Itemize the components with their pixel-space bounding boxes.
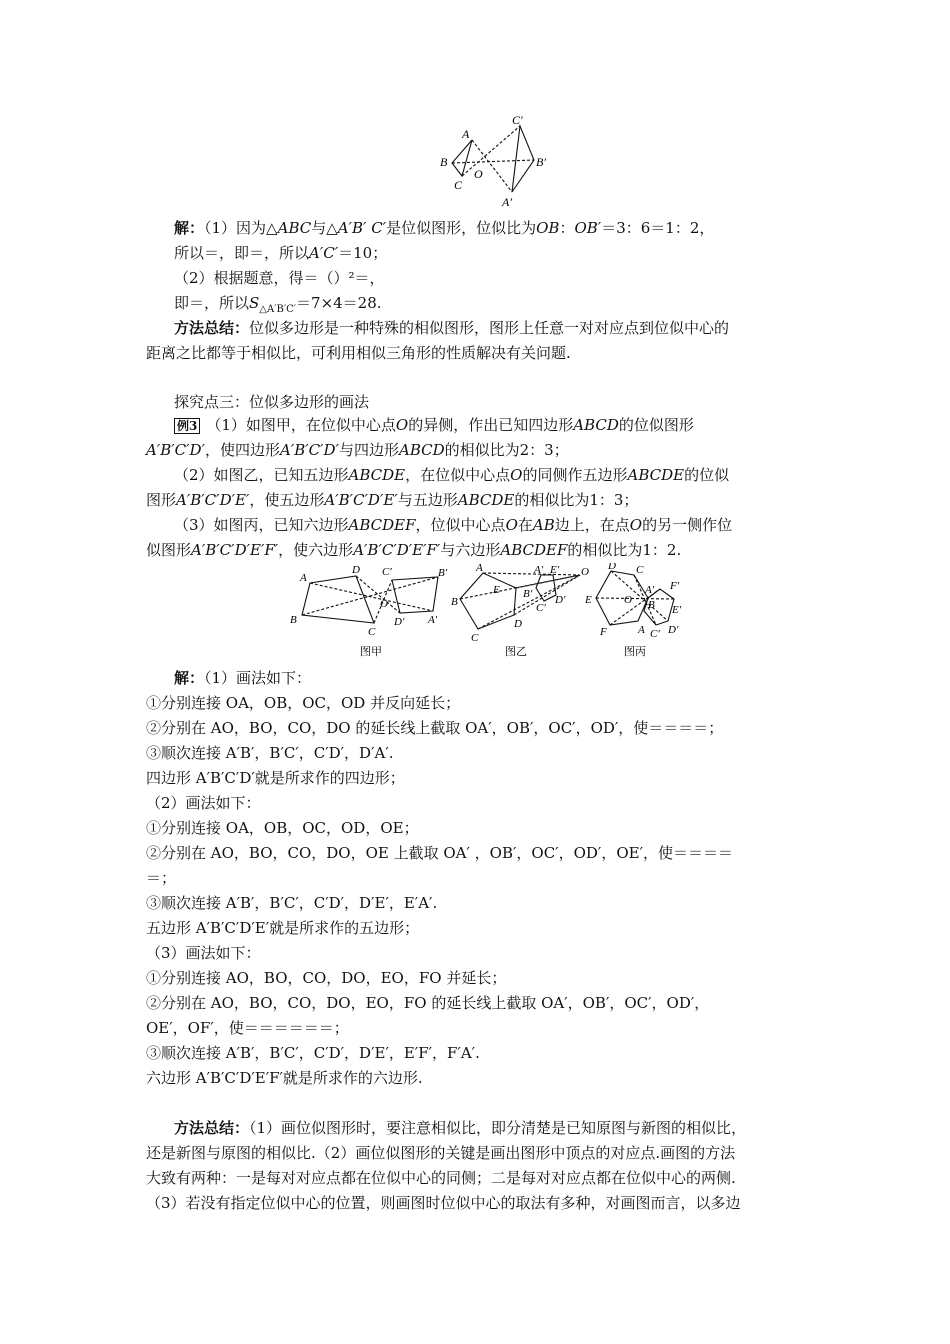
text: 是位似图形，位似比为 <box>386 219 537 237</box>
solution3-p2-s1: ①分别连接 OA，OB，OC，OD，OE； <box>146 819 419 837</box>
svg-text:D′: D′ <box>555 594 566 606</box>
example3-line6 <box>146 540 826 560</box>
example3-line2 <box>146 440 826 460</box>
text: A′B′C′D′ <box>280 441 339 459</box>
svg-text:D: D <box>608 563 616 572</box>
solution3-p3-head: （3）画法如下： <box>146 944 261 962</box>
text: ABCDE <box>457 491 515 509</box>
svg-text:F: F <box>600 626 607 638</box>
solution3-p1-end: 四边形 A′B′C′D′就是所求作的四边形； <box>146 769 405 787</box>
solution3-p3-end: 六边形 A′B′C′D′E′F′就是所求作的六边形. <box>146 1069 423 1087</box>
svg-text:D′: D′ <box>394 616 405 628</box>
text: 的相似比为2：3； <box>444 441 569 459</box>
text: ＝3：6＝1：2， <box>601 219 715 237</box>
solution1-line3: （2）根据题意，得＝（）²＝， <box>174 269 385 287</box>
caption-bing: 图丙 <box>624 645 646 658</box>
svg-text:B: B <box>290 614 297 626</box>
solution3-p3-s2a: ②分别在 AO，BO，CO，DO，EO，FO 的延长线上截取 OA′，OB′，OC′，OD′， <box>146 994 710 1012</box>
text: （1）画法如下： <box>204 669 312 687</box>
text: 的异侧，作出已知四边形 <box>408 416 574 434</box>
example3-line5 <box>174 515 854 535</box>
text: ABCDEF <box>348 516 416 534</box>
text: O <box>629 516 643 534</box>
summary3-line1 <box>174 1118 854 1138</box>
summary1-line1 <box>174 318 854 338</box>
solution1-line1 <box>174 218 854 238</box>
text: （2）如图乙，已知五边形 <box>174 466 349 484</box>
summary3-line3: 大致有两种：一是每对对应点都在位似中心的同侧；二是每对对应点都在位似中心的两侧. <box>146 1169 736 1187</box>
solution3-p1-s2: ②分别在 AO，BO，CO，DO 的延长线上截取 OA′，OB′，OC′，OD′，使＝＝＝＝； <box>146 719 724 737</box>
solution3-p3-s3: ③顺次连接 A′B′，B′C′，C′D′，D′E′，E′F′，F′A′. <box>146 1044 480 1062</box>
svg-text:F′: F′ <box>670 580 680 592</box>
svg-text:E′: E′ <box>672 604 682 616</box>
text: ABCD <box>399 441 445 459</box>
text: A′B′C′D′E′ <box>324 491 398 509</box>
text: 与六边形 <box>440 541 501 559</box>
triangle-abc <box>452 140 472 176</box>
text: 边上，在点 <box>554 516 630 534</box>
text: 似图形 <box>146 541 192 559</box>
solution3-p2-s2a: ②分别在 AO，BO，CO，DO，OE 上截取 OA′ ，OB′，OC′，OD′，OE′，使＝＝＝＝ <box>146 844 733 862</box>
solution-label: 解： <box>174 669 205 687</box>
text: ABCDEF <box>500 541 568 559</box>
text: 所以＝，即＝，所以 <box>174 244 310 262</box>
figure-jia-labels <box>290 564 448 638</box>
figure-triangles <box>430 110 560 215</box>
text: S <box>249 294 260 312</box>
text: OB′ <box>574 219 602 237</box>
text: AB <box>532 516 555 534</box>
example3-line4 <box>146 490 826 510</box>
svg-text:B: B <box>451 596 458 608</box>
caption-jia: 图甲 <box>360 645 382 658</box>
text: A′B′C′D′E′F′ <box>191 541 279 559</box>
text: ABCDE <box>348 466 406 484</box>
svg-text:A′: A′ <box>645 584 655 596</box>
text: ，位似中心点 <box>415 516 506 534</box>
svg-text:E: E <box>585 594 592 606</box>
svg-text:A: A <box>638 624 645 636</box>
solution3-p1-s1: ①分别连接 OA，OB，OC，OD 并反向延长； <box>146 694 461 712</box>
example3-line3 <box>174 465 854 485</box>
line-a-ap <box>472 140 512 192</box>
summary3-line4: （3）若没有指定位似中心的位置，则画图时位似中心的取法有多种，对画图而言，以多边 <box>146 1194 741 1212</box>
text: A′B′C′D′E′F′ <box>353 541 441 559</box>
solution3-p3-s2b: OE′，OF′，使＝＝＝＝＝＝； <box>146 1019 349 1037</box>
text: （1）画位似图形时，要注意相似比，即分清楚是已知原图与新图的相似比， <box>249 1119 747 1137</box>
text: ＝7×4＝28. <box>296 294 382 312</box>
text: （1）如图甲，在位似中心点 <box>206 416 396 434</box>
text: O <box>510 466 523 484</box>
text: （3）如图丙，已知六边形 <box>174 516 349 534</box>
svg-text:D: D <box>352 564 360 576</box>
text: 在 <box>517 516 533 534</box>
text: 的相似比为1：3； <box>514 491 639 509</box>
label-c: C <box>454 178 463 192</box>
solution3-line1 <box>174 668 854 688</box>
text: ，使六边形 <box>278 541 354 559</box>
summary-label: 方法总结： <box>174 319 250 337</box>
text: ： <box>559 219 575 237</box>
text: ，使四边形 <box>204 441 280 459</box>
summary3-line2: 还是新图与原图的相似比.（2）画位似图形的关键是画出图形中顶点的对应点.画图的方法 <box>146 1144 736 1162</box>
svg-text:A′: A′ <box>534 564 544 576</box>
example-tag: 例3 <box>174 418 200 434</box>
text: ABCDE <box>627 466 685 484</box>
text: A′B′ C′ <box>337 219 387 237</box>
svg-text:C′: C′ <box>536 602 546 614</box>
text: 即＝，所以 <box>174 294 250 312</box>
label-b: B <box>440 155 448 169</box>
text: A′B′C′D′ <box>146 441 205 459</box>
solution1-line4 <box>174 293 854 320</box>
text: 的位似 <box>684 466 730 484</box>
text: ，使五边形 <box>249 491 325 509</box>
solution3-p1-s3: ③顺次连接 A′B′，B′C′，C′D′，D′A′. <box>146 744 394 762</box>
svg-text:E′: E′ <box>550 564 560 576</box>
summary-label: 方法总结： <box>174 1119 250 1137</box>
label-o: O <box>474 167 483 181</box>
svg-text:A: A <box>300 572 307 584</box>
text: 与四边形 <box>338 441 399 459</box>
solution3-p3-s1: ①分别连接 AO，BO，CO，DO，EO，FO 并延长； <box>146 969 507 987</box>
figure-polygons <box>288 563 698 663</box>
svg-text:D′: D′ <box>668 624 679 636</box>
svg-text:C: C <box>636 564 644 576</box>
text: ABC <box>277 219 312 237</box>
svg-text:B′: B′ <box>438 567 448 579</box>
svg-text:D: D <box>514 618 522 630</box>
svg-text:A′: A′ <box>428 614 438 626</box>
text: 的另一侧作位 <box>642 516 733 534</box>
text: O <box>505 516 518 534</box>
svg-text:C′: C′ <box>650 628 660 640</box>
svg-text:B: B <box>648 599 655 611</box>
text: 的相似比为1：2. <box>567 541 682 559</box>
figure-bing <box>596 571 674 625</box>
text: ＝10； <box>338 244 388 262</box>
text: 与五边形 <box>397 491 458 509</box>
svg-text:O: O <box>380 598 388 610</box>
figure-jia <box>302 576 438 623</box>
svg-text:C′: C′ <box>382 566 392 578</box>
svg-text:O: O <box>581 566 589 578</box>
svg-text:B′: B′ <box>523 588 533 600</box>
svg-text:C: C <box>368 626 376 638</box>
text: O <box>395 416 409 434</box>
text: 位似多边形是一种特殊的相似图形，图形上任意一对对应点到位似中心的 <box>249 319 730 337</box>
text: A′C′ <box>309 244 339 262</box>
solution3-p2-s2b: ＝； <box>146 869 177 887</box>
svg-text:C: C <box>471 632 479 644</box>
text: OB <box>536 219 560 237</box>
solution3-p2-end: 五边形 A′B′C′D′E′就是所求作的五边形； <box>146 919 420 937</box>
text: 图形 <box>146 491 177 509</box>
label-a: A <box>462 127 470 141</box>
caption-yi: 图乙 <box>505 645 527 658</box>
triangle-apbpcp <box>512 126 534 192</box>
text: ABCD <box>573 416 619 434</box>
example3-line1 <box>174 415 854 435</box>
label-ap: A′ <box>502 195 512 209</box>
section3-title: 探究点三：位似多边形的画法 <box>174 393 370 411</box>
summary1-line2: 距离之比都等于相似比，可利用相似三角形的性质解决有关问题. <box>146 344 571 362</box>
text: △A′B′C′ <box>259 304 297 315</box>
line-b-bp <box>452 160 534 163</box>
svg-text:A: A <box>476 563 483 574</box>
line-c-cp <box>462 126 520 176</box>
solution3-p2-head: （2）画法如下： <box>146 794 261 812</box>
text: 的位似图形 <box>618 416 694 434</box>
text: ，在位似中心点 <box>405 466 511 484</box>
solution3-p2-s3: ③顺次连接 A′B′，B′C′，C′D′，D′E′，E′A′. <box>146 894 438 912</box>
text: 的同侧作五边形 <box>522 466 628 484</box>
svg-text:O: O <box>624 594 632 606</box>
text: 与△ <box>311 219 338 237</box>
solution1-line2 <box>174 243 854 263</box>
label-cp: C′ <box>512 113 523 127</box>
solution-label: 解： <box>174 219 205 237</box>
label-bp: B′ <box>536 155 546 169</box>
text: （1）因为△ <box>204 219 278 237</box>
text: A′B′C′D′E′ <box>176 491 250 509</box>
svg-text:E: E <box>493 584 500 596</box>
